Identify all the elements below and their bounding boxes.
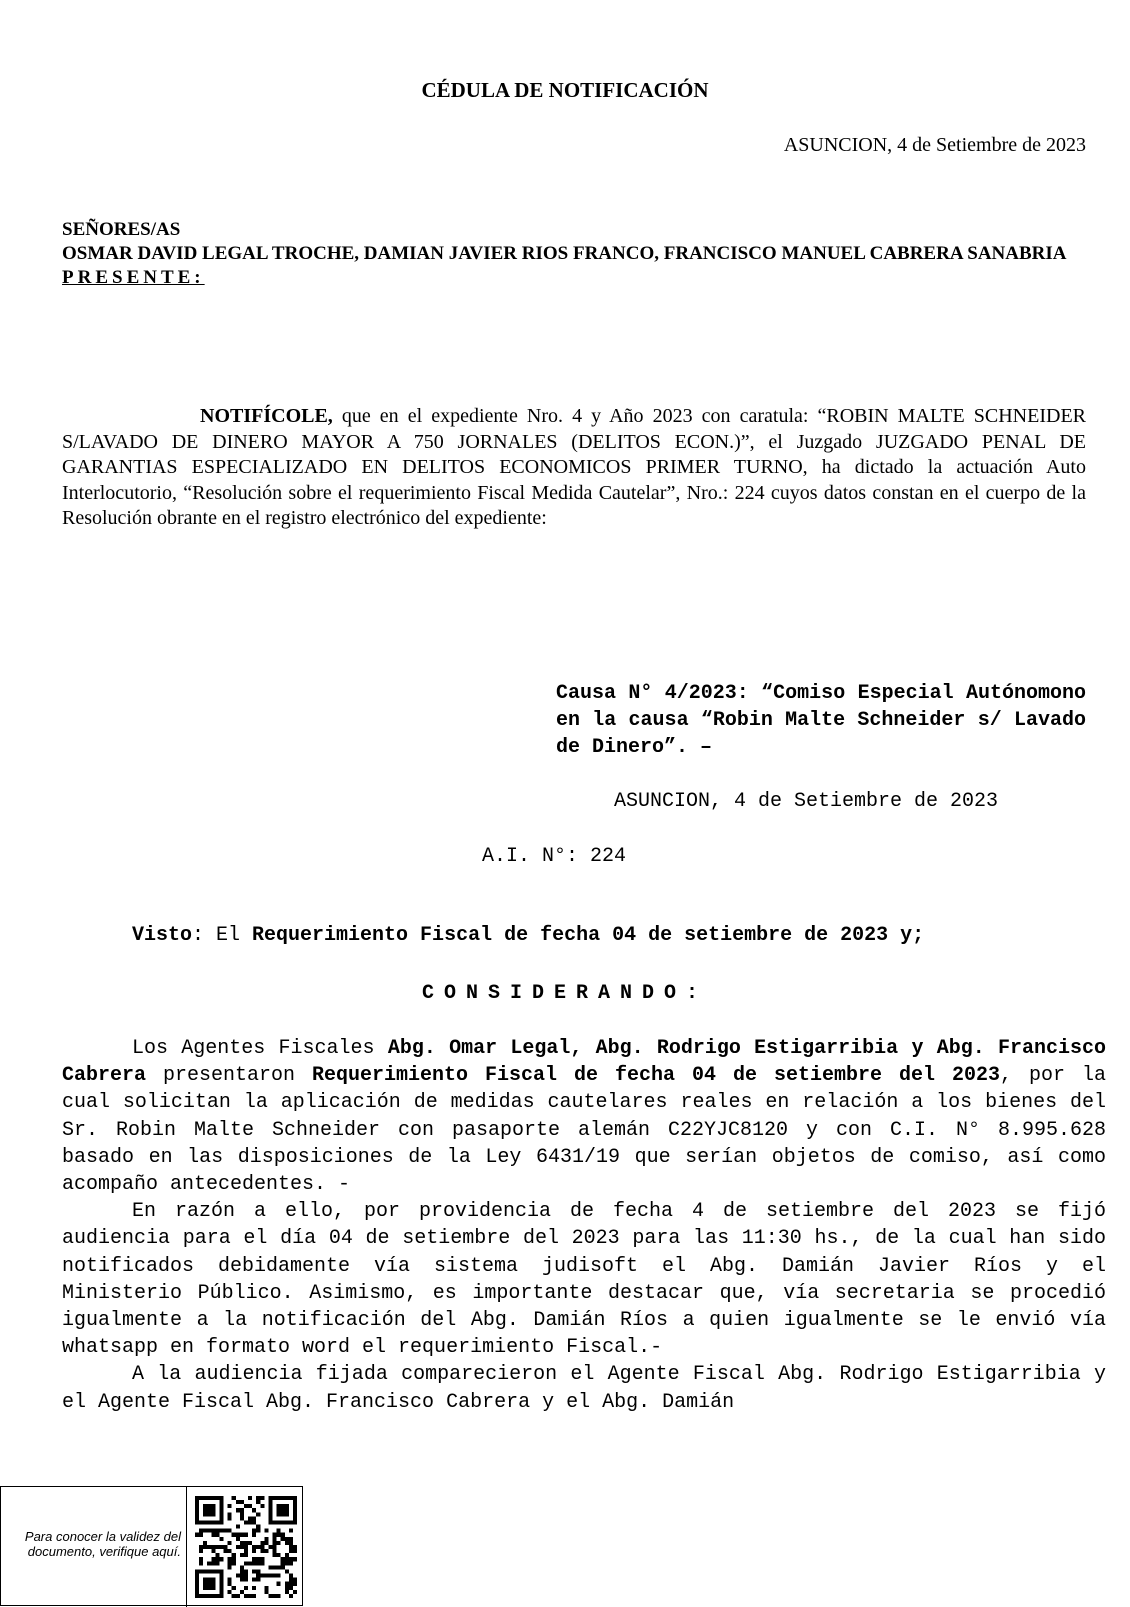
visto-text: Requerimiento Fiscal de fecha 04 de setiembre de 2023 y; [252,924,925,947]
paragraph-2: En razón a ello, por providencia de fecha 4 de setiembre del 2023 se fijó audiencia para el día 04 de setiembre del 2023 para las 11:30 hs., de la cual han sido notificados debidamente vía sistema judisoft el Abg. Damián Javier Ríos y el Ministerio Público. Asimismo, es importante destacar que, vía secretaria se procedió igualmente a la notificación del Abg. Damián Ríos a quien igualmente se le envió vía whatsapp en formato word el requerimiento Fiscal.- [62,1200,1106,1360]
notification-text-2: ha dictado la actuación Auto Interlocutorio, “Resolución sobre el requerimiento Fiscal Medida Cautelar”, Nro.: 224 cuyos datos constan en el cuerpo de la Resolución obrante en el registro electrónico del expediente: [62,456,1086,529]
court-name: JUZGADO PENAL DE GARANTIAS ESPECIALIZADO EN DELITOS ECONOMICOS PRIMER TURNO, [62,430,1086,478]
paragraph-3: A la audiencia fijada comparecieron el Agente Fiscal Abg. Rodrigo Estigarribia y el Agente Fiscal Abg. Francisco Cabrera y el Abg. Damián [62,1363,1106,1414]
presente-label: PRESENTE: [62,267,205,288]
verification-divider [186,1487,187,1607]
document-title: CÉDULA DE NOTIFICACIÓN [421,78,709,102]
considerando-heading: CONSIDERANDO: [421,982,709,1005]
salutation: SEÑORES/AS [62,219,181,240]
visto-mid: : El [192,924,253,947]
p1-text-a: Los Agentes Fiscales [132,1037,388,1060]
paragraph-1 [62,1035,1106,1198]
p1-text-e: , por la cual solicitan la aplicación de medidas cautelares reales en relación a los bienes del Sr. Robin Malte Schneider con pasaporte alemán C22YJC8120 y con C.I. N° 8.995.628 basado en las disposiciones de la Ley 6431/19 que serían objetos de comiso, así como acompaño antecedentes. - [62,1064,1107,1197]
notification-lead: NOTIFÍCOLE, [200,405,333,427]
p1-fiscales: Abg. Omar Legal, Abg. Rodrigo Estigarribia y Abg. Francisco Cabrera [62,1037,1106,1088]
resolution-date: ASUNCION, 4 de Setiembre de 2023 [614,790,999,813]
ai-number: A.I. N°: 224 [482,845,627,868]
verification-box [0,1486,303,1606]
recipients-block [62,218,1072,290]
notification-text: que en el expediente Nro. 4 y Año 2023 con caratula: “ROBIN MALTE SCHNEIDER S/LAVADO DE DINERO MAYOR A 750 JORNALES (DELITOS ECON.)”, el Juzgado [62,405,1086,453]
p1-requerimiento: Requerimiento Fiscal de fecha 04 de setiembre del 2023 [312,1064,1001,1088]
causa-heading: Causa N° 4/2023: “Comiso Especial Autónomono en la causa “Robin Malte Schneider s/ Lavado de Dinero”. – [556,682,1086,759]
resolution-body [62,1035,1106,1416]
p1-text-c: presentaron [146,1064,313,1088]
visto-line [132,924,924,947]
verification-text: Para conocer la validez del documento, verifique aquí. [24,1529,181,1559]
qr-code-icon[interactable] [195,1495,297,1599]
visto-label: Visto [132,924,193,947]
recipient-names: OSMAR DAVID LEGAL TROCHE, DAMIAN JAVIER RIOS FRANCO, FRANCISCO MANUEL CABRERA SANABRIA [62,243,1067,264]
notification-date: ASUNCION, 4 de Setiembre de 2023 [783,134,1086,156]
notification-paragraph [62,404,1086,532]
